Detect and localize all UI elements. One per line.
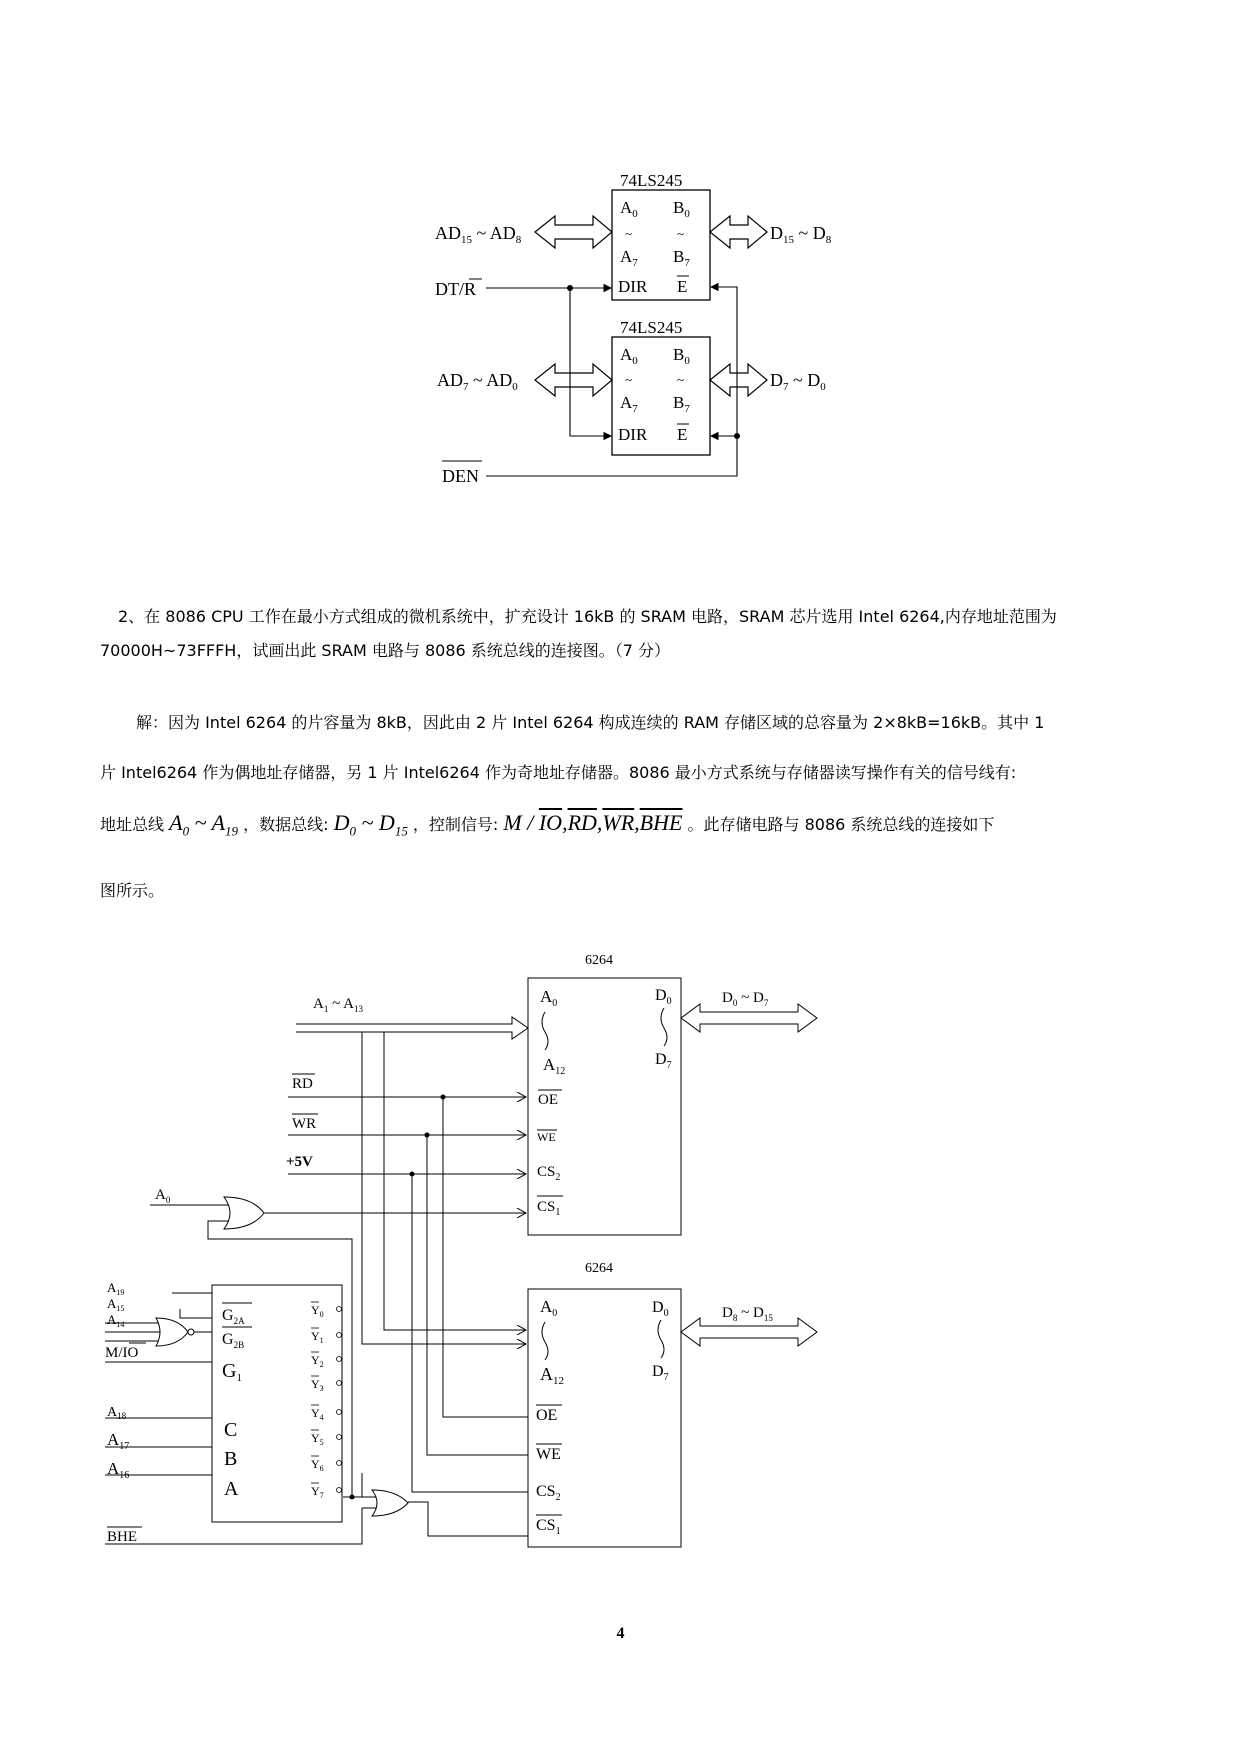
chip2-tilde-a: ~: [625, 372, 633, 387]
chip-6264-bottom-title: 6264: [585, 1261, 613, 1276]
bottom-pin-d7: $D_7$: [652, 1363, 669, 1383]
bottom-pin-a12: $A_{12}$: [540, 1364, 564, 1387]
svg-text:Y4: $Y_4$: [311, 1406, 324, 1422]
answer-line-3-tail: 。此存储电路与 8086 系统总线的连接如下: [687, 815, 995, 834]
chip2-pin-e: E: [677, 425, 688, 444]
label-d15-d8: $D_{15}$ ~ $D_8$: [770, 223, 832, 246]
formula-address-bus: $A_0$ ~ $A_{19}$: [169, 810, 239, 839]
chip2-title: 74LS245: [620, 318, 683, 337]
data-bus-arrows: [681, 1004, 817, 1346]
label-a14: $A_{14}$: [107, 1312, 125, 1329]
chip1-pin-b7: $B_7$: [673, 247, 690, 269]
label-a0: $A_0$: [155, 1187, 171, 1205]
svg-text:Y0: $Y_0$: [311, 1303, 324, 1319]
formula-control-signals: M / $\overline{IO},\overline{RD},\overline{WR},\overline{BHE}$: [503, 810, 683, 835]
decoder-g1: $G_1$: [222, 1360, 242, 1384]
label-wr: WR: [292, 1116, 317, 1132]
bottom-pin-cs1: $CS_1$: [536, 1517, 561, 1537]
chip1-tilde-b: ~: [677, 226, 685, 241]
sram-connection-diagram: [0, 940, 1241, 1580]
formula-data-bus: $D_0$ ~ $D_{15}$: [333, 810, 408, 839]
question-line-2: 70000H~73FFFH，试画出此 SRAM 电路与 8086 系统总线的连接图。（7 分）: [100, 641, 671, 660]
answer-line-1: 解：因为 Intel 6264 的片容量为 8kB，因此由 2 片 Intel 6264 构成连续的 RAM 存储区域的总容量为 2×8kB=16kB。其中 1: [136, 713, 1045, 732]
answer-addr-label: 地址总线: [100, 815, 165, 834]
decoder-g2a: $G_{2A}$: [222, 1307, 245, 1326]
svg-text:Y3: $Y_3$: [311, 1377, 324, 1393]
decoder-outputs: [311, 1303, 324, 1500]
label-a19: $A_{19}$: [107, 1280, 125, 1297]
top-pin-a0: $A_0$: [540, 987, 558, 1009]
or-gate-top: [224, 1197, 264, 1229]
label-d7-d0: $D_7$ ~ $D_0$: [770, 370, 826, 393]
label-ad7-ad0: $AD_7$ ~ $AD_0$: [437, 370, 518, 393]
label-d0-d7: $D_0$ ~ $D_7$: [722, 990, 769, 1008]
svg-text:Y2: $Y_2$: [311, 1353, 324, 1369]
page-number: 4: [616, 1625, 625, 1642]
chip2-pin-a0: $A_0$: [620, 345, 638, 367]
label-ad15-ad8: $AD_{15}$ ~ $AD_8$: [435, 223, 522, 246]
answer-ctrl-label: ，控制信号:: [412, 815, 499, 834]
decoder-a: A: [224, 1478, 239, 1500]
chip2-pin-b0: $B_0$: [673, 345, 690, 367]
top-pin-d0: $D_0$: [655, 987, 672, 1007]
label-dt-r: DT/R: [435, 279, 477, 299]
chip2-tilde-b: ~: [677, 372, 685, 387]
label-m-io: M/IO: [105, 1345, 139, 1361]
chip1-pin-dir: DIR: [618, 277, 648, 296]
decoder-output-bubbles: [337, 1307, 342, 1493]
top-pin-cs1: $CS_1$: [537, 1199, 561, 1218]
or-gate-bottom: [372, 1490, 408, 1516]
label-d8-d15: $D_8$ ~ $D_{15}$: [722, 1305, 773, 1323]
label-a1-a13: $A_1$ ~ $A_{13}$: [313, 996, 363, 1014]
chip1-pin-a0: $A_0$: [620, 198, 638, 220]
decoder-c: C: [224, 1419, 238, 1441]
question-line-1: 2、在 8086 CPU 工作在最小方式组成的微机系统中，扩充设计 16kB 的 SRAM 电路，SRAM 芯片选用 Intel 6264,内存地址范围为: [118, 607, 1057, 626]
chip2-pin-dir: DIR: [618, 425, 648, 444]
top-buffer-diagram: [0, 0, 1241, 520]
chip-6264-top-title: 6264: [585, 953, 613, 968]
answer-line-4: 图所示。: [100, 881, 165, 900]
bottom-pin-cs2: $CS_2$: [536, 1483, 561, 1503]
bottom-pin-we: WE: [536, 1446, 561, 1463]
label-a16: $A_{16}$: [107, 1459, 130, 1481]
svg-text:Y1: $Y_1$: [311, 1329, 324, 1345]
svg-text:Y6: $Y_6$: [311, 1457, 324, 1473]
junction-dots: [350, 1095, 446, 1500]
top-pin-d7: $D_7$: [655, 1051, 672, 1071]
chip1-title: 74LS245: [620, 171, 683, 190]
label-a18: $A_{18}$: [107, 1405, 127, 1421]
top-pin-we: WE: [537, 1130, 556, 1144]
chip2-pin-b7: $B_7$: [673, 393, 690, 415]
label-den: DEN: [442, 466, 479, 486]
label-a17: $A_{17}$: [107, 1430, 130, 1452]
top-pin-cs2: $CS_2$: [537, 1164, 561, 1183]
label-bhe: BHE: [107, 1529, 137, 1545]
decoder-g2b: $G_{2B}$: [222, 1331, 245, 1350]
decoder-b: B: [224, 1448, 238, 1470]
label-a15: $A_{15}$: [107, 1296, 125, 1313]
top-pin-a12: $A_{12}$: [543, 1055, 566, 1077]
chip1-pin-e: E: [677, 277, 688, 296]
input-gate-a19-a14: [156, 1318, 188, 1346]
label-plus5v: +5V: [286, 1154, 313, 1170]
chip2-pin-a7: $A_7$: [620, 393, 638, 415]
chip1-pin-a7: $A_7$: [620, 247, 638, 269]
bottom-pin-a0: $A_0$: [540, 1297, 558, 1319]
top-pin-oe: OE: [538, 1092, 558, 1108]
answer-data-label: ，数据总线:: [243, 815, 329, 834]
answer-line-3: [100, 812, 1160, 842]
bottom-pin-d0: $D_0$: [652, 1299, 669, 1319]
answer-line-2: 片 Intel6264 作为偶地址存储器，另 1 片 Intel6264 作为奇地址存储器。8086 最小方式系统与存储器读写操作有关的信号线有:: [100, 763, 1017, 782]
bottom-pin-oe: OE: [536, 1407, 558, 1424]
label-rd: RD: [292, 1076, 313, 1092]
svg-text:Y5: $Y_5$: [311, 1431, 324, 1447]
chip1-tilde-a: ~: [625, 226, 633, 241]
chip1-pin-b0: $B_0$: [673, 198, 690, 220]
svg-text:Y7: $Y_7$: [311, 1484, 324, 1500]
